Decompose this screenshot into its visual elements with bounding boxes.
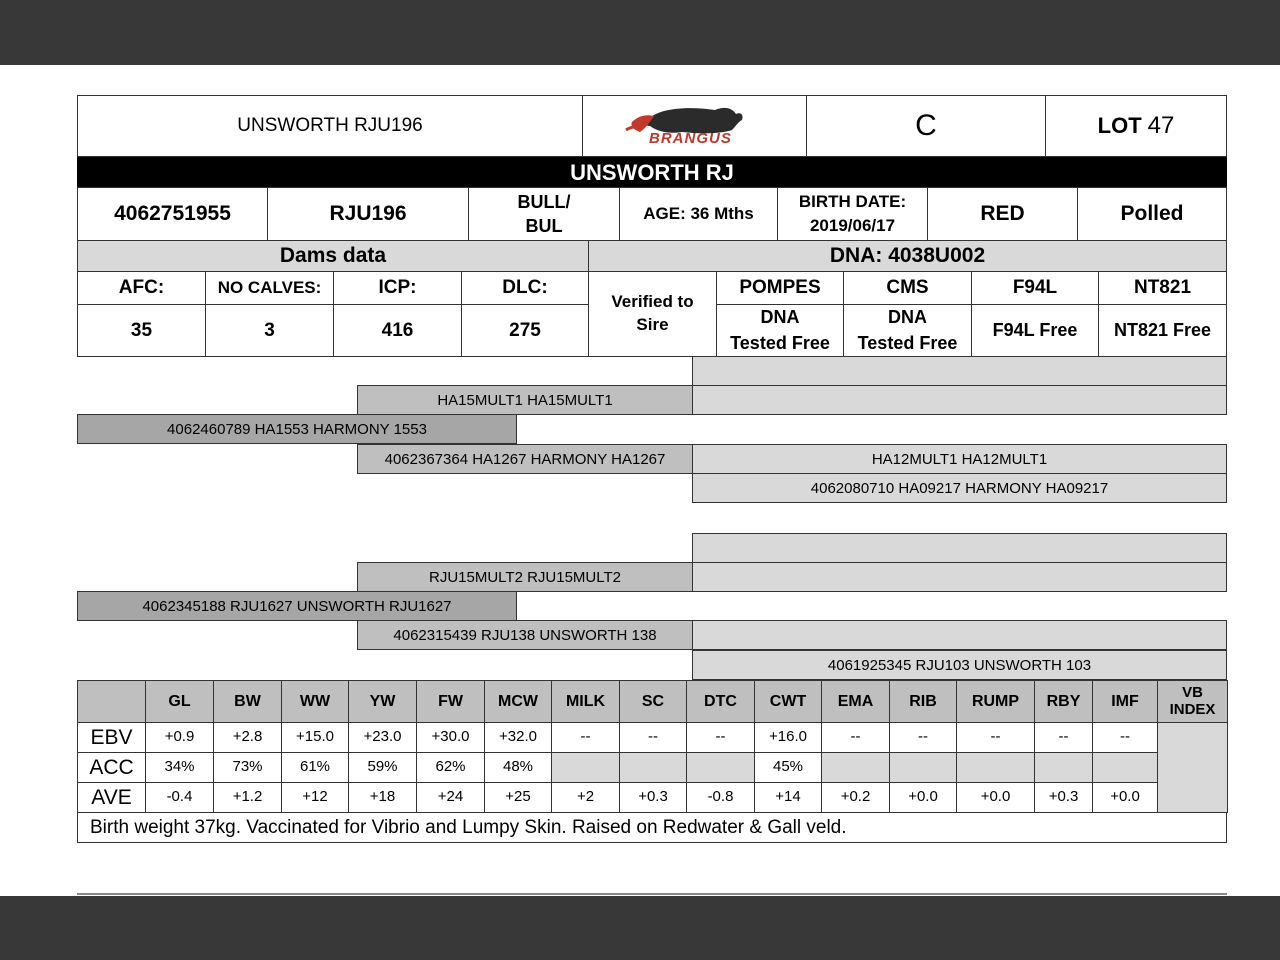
pedigree-sire: 4062460789 HA1553 HARMONY 1553 bbox=[77, 414, 517, 444]
lot-label: LOT bbox=[1097, 113, 1142, 138]
vb-index-line2: INDEX bbox=[1169, 700, 1216, 718]
lot-number: 47 bbox=[1147, 112, 1175, 139]
pedigree-sire-dam-sire: HA12MULT1 HA12MULT1 bbox=[692, 444, 1227, 474]
value-cell: +0.2 bbox=[821, 782, 890, 813]
value-cell: 73% bbox=[213, 752, 282, 783]
row-label: AVE bbox=[77, 782, 146, 813]
value-cell: +18 bbox=[348, 782, 417, 813]
viewer-bottom-bar bbox=[0, 896, 1280, 960]
notes: Birth weight 37kg. Vaccinated for Vibrio and Lumpy Skin. Raised on Redwater & Gall veld. bbox=[77, 812, 1227, 843]
pedigree-empty-slot bbox=[692, 620, 1227, 650]
value-cell: +16.0 bbox=[754, 722, 822, 753]
cms-label: CMS bbox=[843, 271, 972, 305]
value-cell: +2 bbox=[551, 782, 620, 813]
cms-result-line1: DNA bbox=[888, 307, 927, 328]
pedigree-sire-sire: HA15MULT1 HA15MULT1 bbox=[357, 385, 693, 415]
grade-letter: C bbox=[806, 95, 1046, 157]
pedigree-dam-sire: RJU15MULT2 RJU15MULT2 bbox=[357, 562, 693, 592]
viewer-top-bar bbox=[0, 0, 1280, 65]
icp-value: 416 bbox=[333, 304, 462, 357]
dlc-value: 275 bbox=[461, 304, 589, 357]
column-header: YW bbox=[348, 680, 417, 723]
column-header: GL bbox=[145, 680, 214, 723]
sex-line2: BUL bbox=[525, 216, 563, 236]
lot-box bbox=[1045, 95, 1227, 157]
value-cell: -- bbox=[1092, 722, 1158, 753]
column-header: EMA bbox=[821, 680, 890, 723]
value-cell: +1.2 bbox=[213, 782, 282, 813]
animal-name: UNSWORTH RJU196 bbox=[77, 95, 583, 157]
value-cell: +0.3 bbox=[619, 782, 687, 813]
value-cell: -0.8 bbox=[686, 782, 755, 813]
birth-date: 2019/06/17 bbox=[809, 216, 896, 235]
value-cell bbox=[1092, 752, 1158, 783]
nt821-result: NT821 Free bbox=[1098, 304, 1227, 357]
value-cell: 45% bbox=[754, 752, 822, 783]
column-header: RUMP bbox=[956, 680, 1035, 723]
column-header: DTC bbox=[686, 680, 755, 723]
icp-label: ICP: bbox=[333, 271, 462, 305]
vb-index-line1: VB bbox=[1182, 684, 1203, 701]
f94l-result: F94L Free bbox=[971, 304, 1099, 357]
column-header: FW bbox=[416, 680, 485, 723]
value-cell: -- bbox=[619, 722, 687, 753]
birth-date-cell bbox=[777, 187, 928, 241]
tag-number: RJU196 bbox=[267, 187, 469, 241]
value-cell: +23.0 bbox=[348, 722, 417, 753]
age: AGE: 36 Mths bbox=[619, 187, 778, 241]
dlc-label: DLC: bbox=[461, 271, 589, 305]
value-cell: +24 bbox=[416, 782, 485, 813]
pedigree-dam-dam: 4062315439 RJU138 UNSWORTH 138 bbox=[357, 620, 693, 650]
no-calves-value: 3 bbox=[205, 304, 334, 357]
pompes-label: POMPES bbox=[716, 271, 844, 305]
value-cell: 59% bbox=[348, 752, 417, 783]
no-calves-label: NO CALVES: bbox=[205, 271, 334, 305]
pompes-result bbox=[716, 304, 844, 357]
value-cell: +0.0 bbox=[956, 782, 1035, 813]
afc-label: AFC: bbox=[77, 271, 206, 305]
pedigree-dam: 4062345188 RJU1627 UNSWORTH RJU1627 bbox=[77, 591, 517, 621]
column-header: RBY bbox=[1034, 680, 1093, 723]
verified-line1: Verified to bbox=[611, 292, 694, 312]
pedigree-empty-slot bbox=[692, 562, 1227, 592]
value-cell: +15.0 bbox=[281, 722, 349, 753]
dams-data-header: Dams data bbox=[77, 240, 589, 272]
column-header: RIB bbox=[889, 680, 957, 723]
column-header: MCW bbox=[484, 680, 552, 723]
vb-index-header bbox=[1157, 680, 1228, 723]
value-cell bbox=[686, 752, 755, 783]
birth-date-label: BIRTH DATE: bbox=[798, 192, 907, 212]
value-cell: 34% bbox=[145, 752, 214, 783]
column-header: IMF bbox=[1092, 680, 1158, 723]
value-cell: -- bbox=[551, 722, 620, 753]
pompes-result-line1: DNA bbox=[760, 307, 800, 328]
value-cell bbox=[889, 752, 957, 783]
row-label: EBV bbox=[77, 722, 146, 753]
nt821-label: NT821 bbox=[1098, 271, 1227, 305]
column-header: MILK bbox=[551, 680, 620, 723]
cms-result bbox=[843, 304, 972, 357]
value-cell: +12 bbox=[281, 782, 349, 813]
value-cell: -- bbox=[821, 722, 890, 753]
value-cell: -- bbox=[889, 722, 957, 753]
row-label: ACC bbox=[77, 752, 146, 783]
value-cell bbox=[1034, 752, 1093, 783]
f94l-label: F94L bbox=[971, 271, 1099, 305]
verified-to-sire bbox=[588, 271, 717, 357]
value-cell bbox=[956, 752, 1035, 783]
value-cell: +0.9 bbox=[145, 722, 214, 753]
value-cell bbox=[821, 752, 890, 783]
column-header: WW bbox=[281, 680, 349, 723]
column-header: CWT bbox=[754, 680, 822, 723]
value-cell: +2.8 bbox=[213, 722, 282, 753]
value-cell: -0.4 bbox=[145, 782, 214, 813]
value-cell: +30.0 bbox=[416, 722, 485, 753]
brangus-logo bbox=[582, 95, 807, 157]
value-cell: -- bbox=[1034, 722, 1093, 753]
sex-cell bbox=[468, 187, 620, 241]
value-cell bbox=[619, 752, 687, 783]
value-cell: +0.3 bbox=[1034, 782, 1093, 813]
value-cell: +32.0 bbox=[484, 722, 552, 753]
value-cell: -- bbox=[686, 722, 755, 753]
colour: RED bbox=[927, 187, 1078, 241]
pedigree-empty-slot bbox=[692, 533, 1227, 563]
title-band: UNSWORTH RJ bbox=[77, 157, 1227, 188]
verified-line2: Sire bbox=[636, 315, 669, 334]
value-cell: 61% bbox=[281, 752, 349, 783]
value-cell: +0.0 bbox=[889, 782, 957, 813]
value-cell: -- bbox=[956, 722, 1035, 753]
pedigree-sire-dam-dam: 4062080710 HA09217 HARMONY HA09217 bbox=[692, 473, 1227, 503]
dna-header: DNA: 4038U002 bbox=[588, 240, 1227, 272]
pedigree-empty-slot bbox=[692, 356, 1227, 386]
cms-result-line2: Tested Free bbox=[857, 332, 958, 353]
id-number: 4062751955 bbox=[77, 187, 268, 241]
value-cell: +25 bbox=[484, 782, 552, 813]
logo-text: BRANGUS bbox=[649, 130, 732, 147]
value-cell bbox=[551, 752, 620, 783]
table-corner bbox=[77, 680, 146, 723]
next-page-edge bbox=[77, 893, 1227, 895]
pedigree-dam-dam-dam: 4061925345 RJU103 UNSWORTH 103 bbox=[692, 650, 1227, 680]
value-cell: +0.0 bbox=[1092, 782, 1158, 813]
vb-index-value bbox=[1157, 722, 1228, 813]
pompes-result-line2: Tested Free bbox=[730, 332, 830, 353]
pedigree-empty-slot bbox=[692, 385, 1227, 415]
column-header: BW bbox=[213, 680, 282, 723]
afc-value: 35 bbox=[77, 304, 206, 357]
value-cell: 48% bbox=[484, 752, 552, 783]
value-cell: +14 bbox=[754, 782, 822, 813]
pedigree-sire-dam: 4062367364 HA1267 HARMONY HA1267 bbox=[357, 444, 693, 474]
column-header: SC bbox=[619, 680, 687, 723]
value-cell: 62% bbox=[416, 752, 485, 783]
horn-status: Polled bbox=[1077, 187, 1227, 241]
sex-line1: BULL/ bbox=[517, 191, 571, 212]
